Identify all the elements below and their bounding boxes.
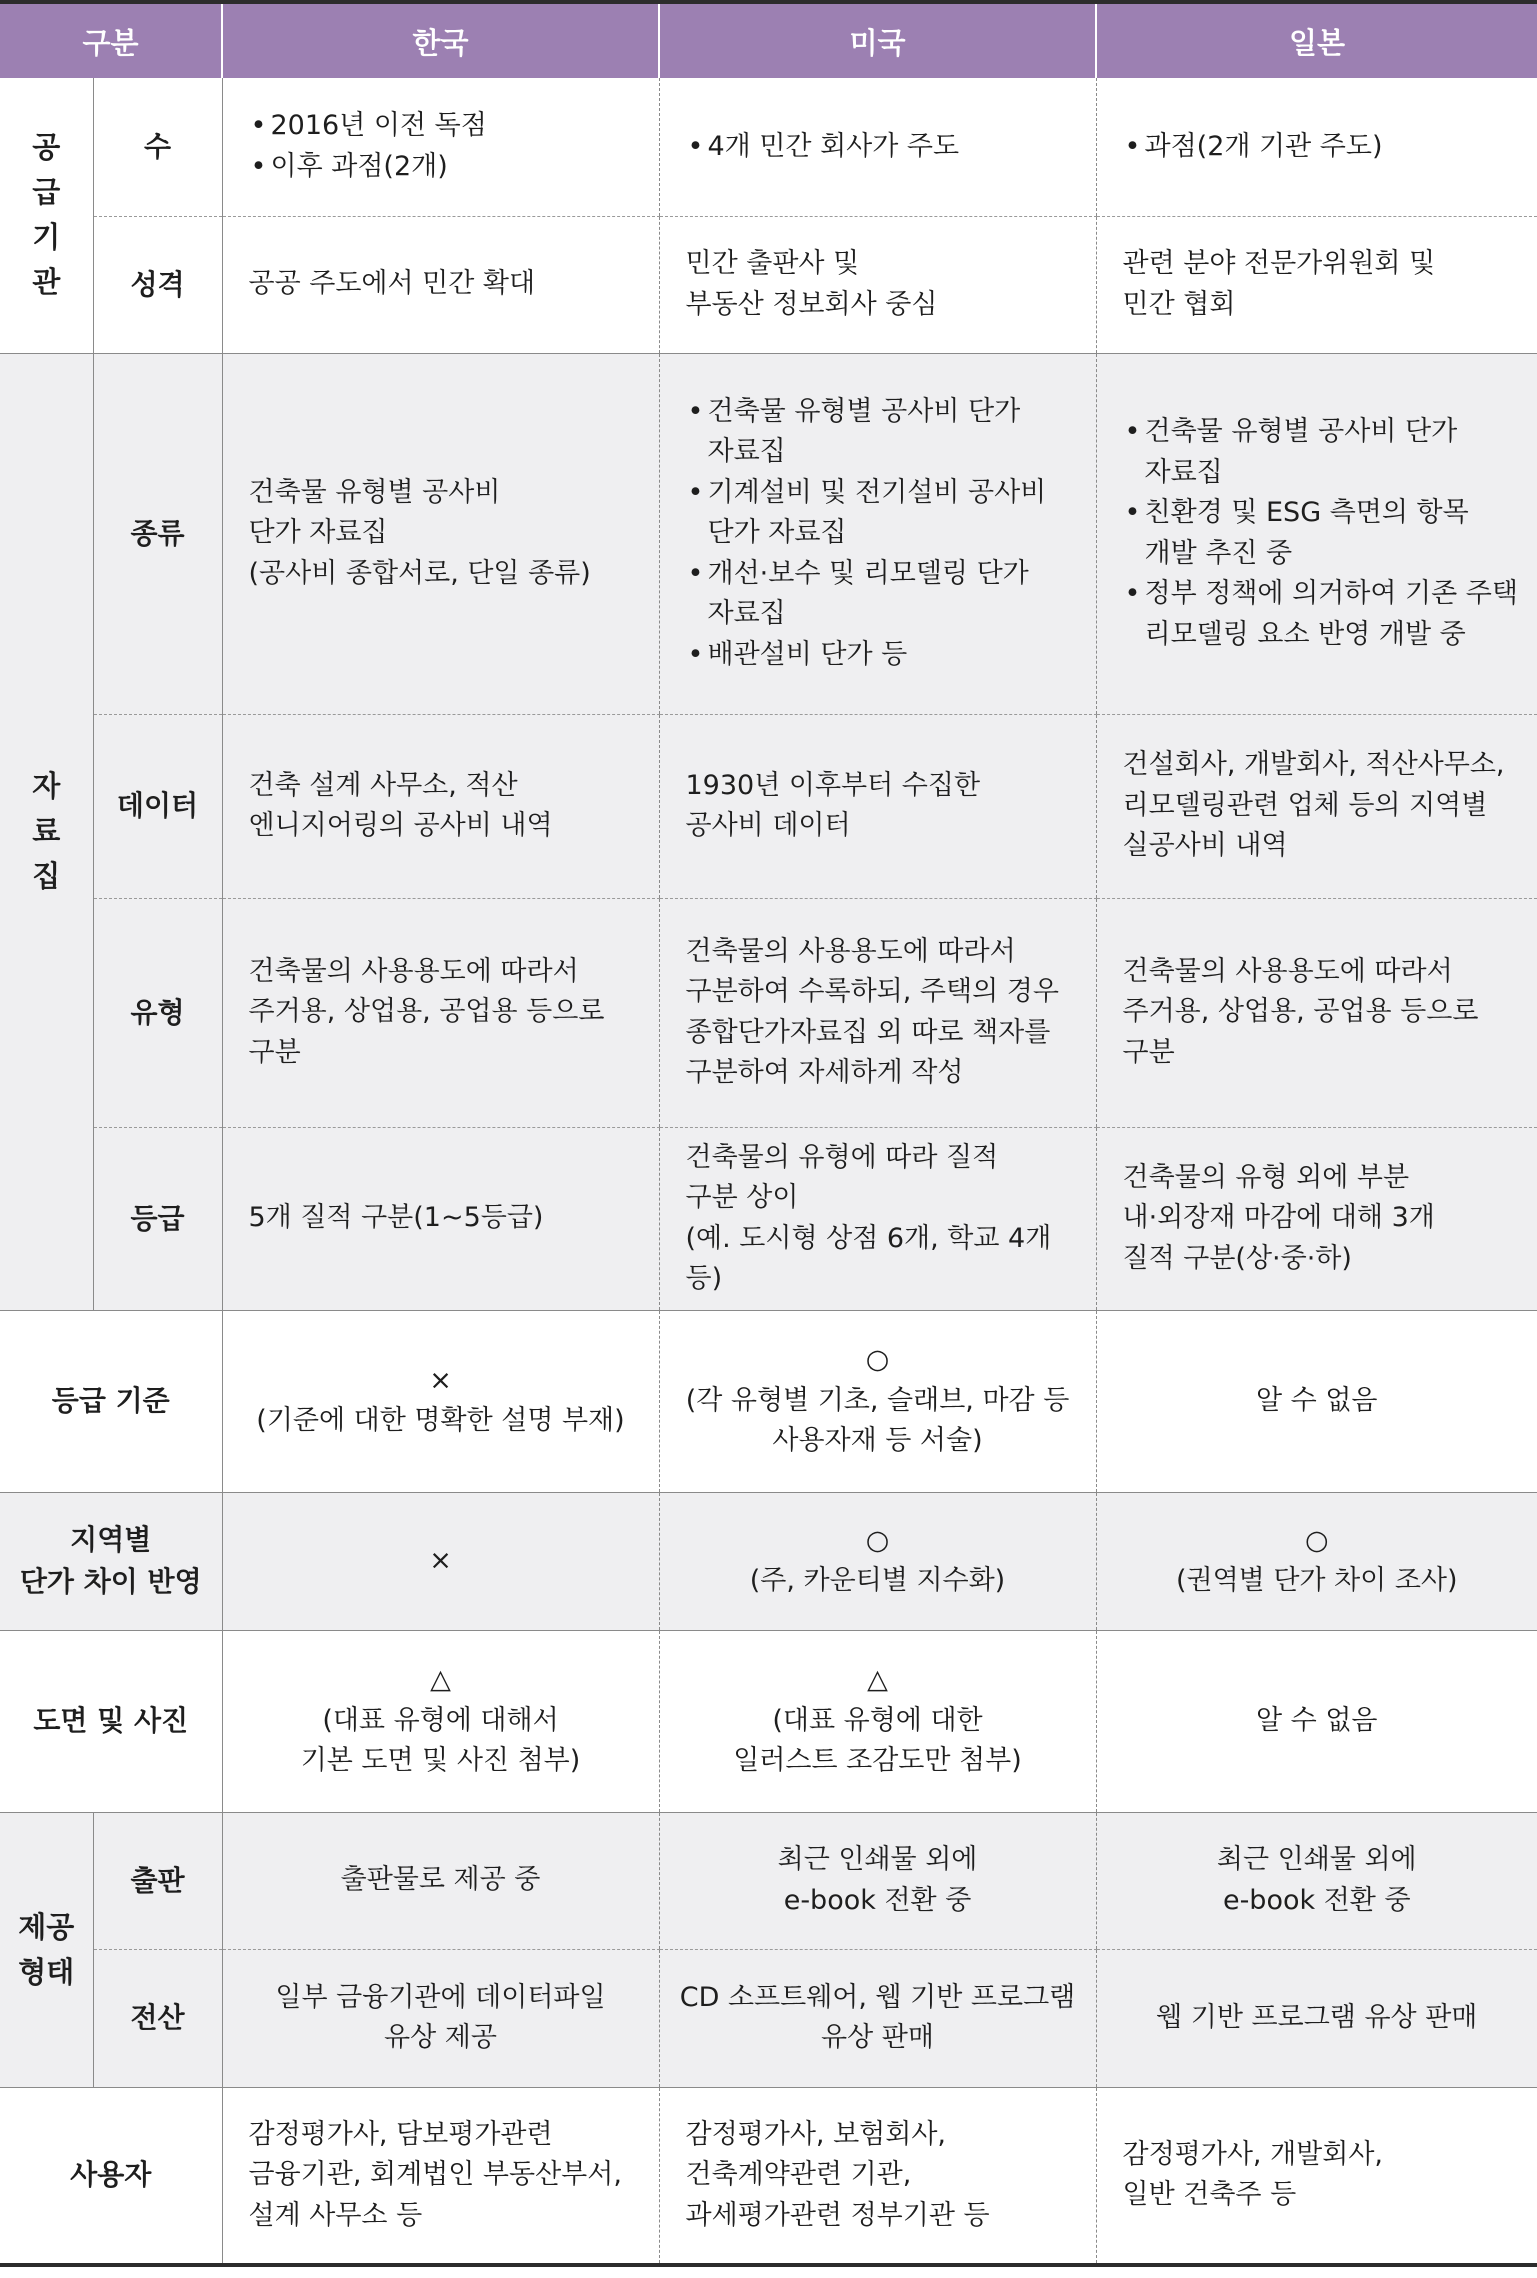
cell-nature-usa: 민간 출판사 및 부동산 정보회사 중심 (659, 216, 1096, 353)
cell-users-usa: 감정평가사, 보험회사, 건축계약관련 기관, 과세평가관련 정부기관 등 (659, 2087, 1096, 2265)
cell-grade-korea: 5개 질적 구분(1~5등급) (222, 1127, 659, 1310)
cell-users-japan: 감정평가사, 개발회사, 일반 건축주 등 (1096, 2087, 1537, 2265)
row-dataset-data (0, 714, 1537, 898)
cell-type-korea: 건축물의 사용용도에 따라서 주거용, 상업용, 공업용 등으로 구분 (222, 898, 659, 1127)
label-count: 수 (93, 78, 222, 216)
header-row (0, 4, 1537, 78)
label-data: 데이터 (93, 714, 222, 898)
label-nature: 성격 (93, 216, 222, 353)
label-users: 사용자 (0, 2087, 222, 2265)
label-kinds: 종류 (93, 353, 222, 714)
cell-regional-usa: ○ (주, 카운티별 지수화) (659, 1492, 1096, 1630)
cell-regional-korea: × (222, 1492, 659, 1630)
header-category: 구분 (0, 4, 222, 78)
cell-digital-japan: 웹 기반 프로그램 유상 판매 (1096, 1949, 1537, 2087)
cell-regional-japan: ○ (권역별 단가 차이 조사) (1096, 1492, 1537, 1630)
row-dataset-grade (0, 1127, 1537, 1310)
label-grade-criteria: 등급 기준 (0, 1310, 222, 1492)
row-users (0, 2087, 1537, 2265)
cell-nature-korea: 공공 주도에서 민간 확대 (222, 216, 659, 353)
label-drawings: 도면 및 사진 (0, 1630, 222, 1812)
label-grade: 등급 (93, 1127, 222, 1310)
row-dataset-type (0, 898, 1537, 1127)
section-dataset: 자 료 집 (0, 353, 93, 1310)
cell-kinds-korea: 건축물 유형별 공사비 단가 자료집 (공사비 종합서로, 단일 종류) (222, 353, 659, 714)
row-provision-publish (0, 1812, 1537, 1949)
cell-publish-japan: 최근 인쇄물 외에 e-book 전환 중 (1096, 1812, 1537, 1949)
header-korea: 한국 (222, 4, 659, 78)
cell-grade-criteria-korea: × (기준에 대한 명확한 설명 부재) (222, 1310, 659, 1492)
label-digital: 전산 (93, 1949, 222, 2087)
cell-kinds-usa: • 건축물 유형별 공사비 단가 자료집 • 기계설비 및 전기설비 공사비 단가 자료집 • 개선·보수 및 리모델링 단가 자료집 • 배관설비 단가 등 (659, 353, 1096, 714)
cell-nature-japan: 관련 분야 전문가위원회 및 민간 협회 (1096, 216, 1537, 353)
row-grade-criteria (0, 1310, 1537, 1492)
cell-grade-criteria-japan: 알 수 없음 (1096, 1310, 1537, 1492)
row-provision-digital (0, 1949, 1537, 2087)
cell-drawings-korea: △ (대표 유형에 대해서 기본 도면 및 사진 첨부) (222, 1630, 659, 1812)
label-type: 유형 (93, 898, 222, 1127)
cell-data-korea: 건축 설계 사무소, 적산 엔니지어링의 공사비 내역 (222, 714, 659, 898)
label-regional: 지역별 단가 차이 반영 (0, 1492, 222, 1630)
cell-digital-korea: 일부 금융기관에 데이터파일 유상 제공 (222, 1949, 659, 2087)
cell-count-korea: • 2016년 이전 독점 • 이후 과점(2개) (222, 78, 659, 216)
cell-publish-usa: 최근 인쇄물 외에 e-book 전환 중 (659, 1812, 1096, 1949)
cell-drawings-japan: 알 수 없음 (1096, 1630, 1537, 1812)
header-usa: 미국 (659, 4, 1096, 78)
cell-users-korea: 감정평가사, 담보평가관련 금융기관, 회계법인 부동산부서, 설계 사무소 등 (222, 2087, 659, 2265)
cell-drawings-usa: △ (대표 유형에 대한 일러스트 조감도만 첨부) (659, 1630, 1096, 1812)
comparison-table (0, 4, 1537, 2267)
cell-type-japan: 건축물의 사용용도에 따라서 주거용, 상업용, 공업용 등으로 구분 (1096, 898, 1537, 1127)
cell-publish-korea: 출판물로 제공 중 (222, 1812, 659, 1949)
cell-count-japan: • 과점(2개 기관 주도) (1096, 78, 1537, 216)
section-supply: 공 급 기 관 (0, 78, 93, 353)
cell-data-usa: 1930년 이후부터 수집한 공사비 데이터 (659, 714, 1096, 898)
label-publish: 출판 (93, 1812, 222, 1949)
row-dataset-kinds (0, 353, 1537, 714)
cell-digital-usa: CD 소프트웨어, 웹 기반 프로그램 유상 판매 (659, 1949, 1096, 2087)
row-supply-count (0, 78, 1537, 216)
cell-grade-japan: 건축물의 유형 외에 부분 내·외장재 마감에 대해 3개 질적 구분(상·중·하) (1096, 1127, 1537, 1310)
cell-grade-criteria-usa: ○ (각 유형별 기초, 슬래브, 마감 등 사용자재 등 서술) (659, 1310, 1096, 1492)
cell-data-japan: 건설회사, 개발회사, 적산사무소, 리모델링관련 업체 등의 지역별 실공사비 내역 (1096, 714, 1537, 898)
cell-kinds-japan: • 건축물 유형별 공사비 단가 자료집 • 친환경 및 ESG 측면의 항목 개발 추진 중 • 정부 정책에 의거하여 기존 주택 리모델링 요소 반영 개발 중 (1096, 353, 1537, 714)
cell-grade-usa: 건축물의 유형에 따라 질적 구분 상이 (예. 도시형 상점 6개, 학교 4개 등) (659, 1127, 1096, 1310)
header-japan: 일본 (1096, 4, 1537, 78)
cell-type-usa: 건축물의 사용용도에 따라서 구분하여 수록하되, 주택의 경우 종합단가자료집 외 따로 책자를 구분하여 자세하게 작성 (659, 898, 1096, 1127)
row-drawings (0, 1630, 1537, 1812)
cell-count-usa: • 4개 민간 회사가 주도 (659, 78, 1096, 216)
row-supply-nature (0, 216, 1537, 353)
section-provision: 제공 형태 (0, 1812, 93, 2087)
row-regional (0, 1492, 1537, 1630)
